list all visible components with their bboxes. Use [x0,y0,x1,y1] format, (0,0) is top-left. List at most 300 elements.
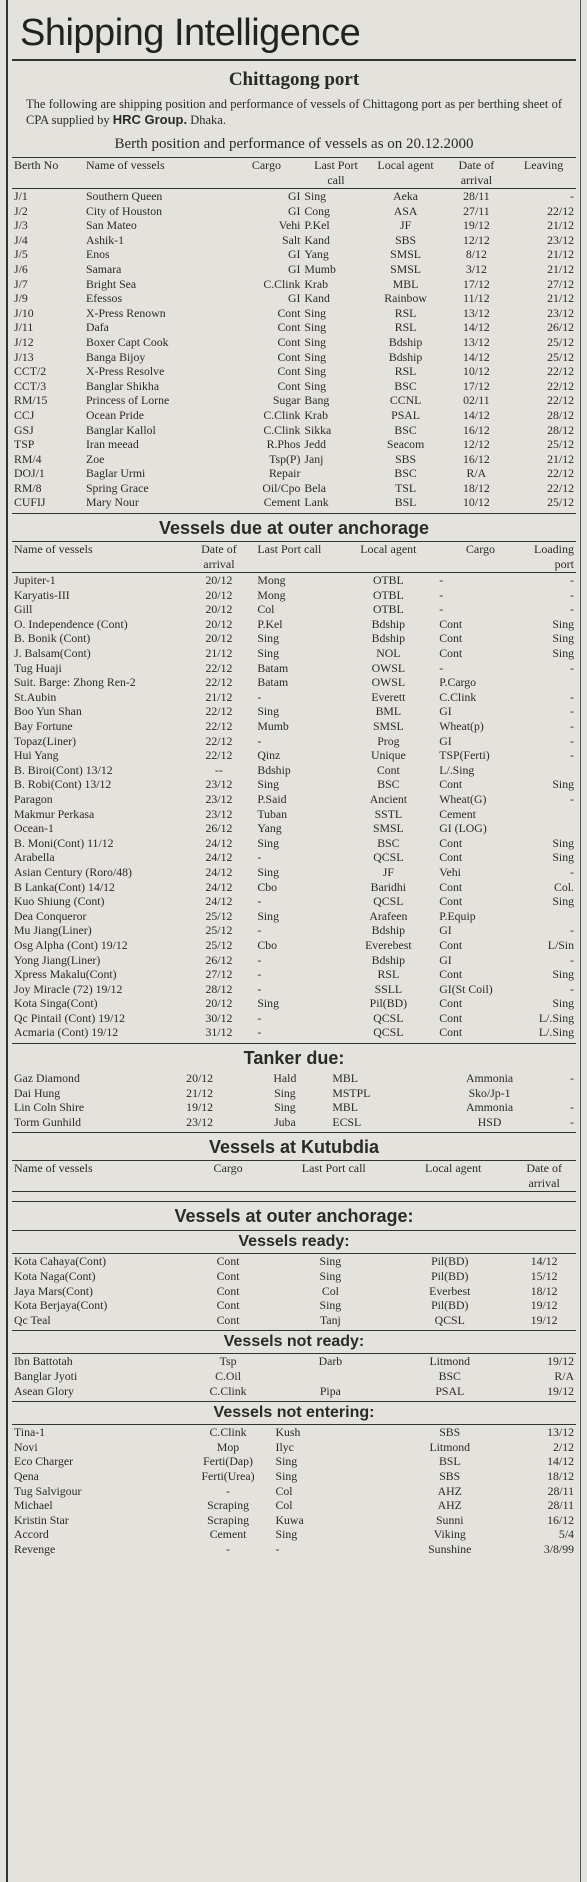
table-cell: Mu Jiang(Liner) [14,923,92,938]
table-cell: Hui Yang [14,748,59,763]
intro-city: Dhaka. [190,113,226,127]
table-cell: MBL [392,276,419,291]
table-cell: P.Cargo [439,675,477,690]
table-row [12,1369,576,1384]
table-cell: Sing [304,364,327,379]
table-cell: Cont [439,894,463,909]
table-cell: Dea Conqueror [14,908,87,923]
table-cell: Mop [216,1439,240,1454]
table-cell: Bay Fortune [14,719,73,733]
table-cell: C.Clink [209,1383,247,1398]
table-row [12,1498,576,1513]
table-cell: Cont [216,1312,240,1327]
table-cell: Cong [304,203,330,218]
table-cell: Col [275,1498,293,1513]
table-cell: SMSL [372,821,404,836]
table-cell: 22/12 [547,203,574,218]
table-row [12,262,576,277]
column-header: Local agent [425,1161,482,1176]
table-cell: 25/12 [205,908,233,923]
table-cell: Accord [14,1527,49,1542]
table-cell: 25/12 [547,334,574,349]
table-cell: Sing [552,646,574,661]
table-cell: C.Clink [263,407,301,422]
table-cell: Sing [552,850,574,865]
column-header: Local agent [377,158,434,172]
table-cell: Everbest [429,1283,471,1298]
table-cell: JF [400,218,412,233]
table-cell: Scraping [207,1498,249,1513]
table-cell: Cont [439,631,463,646]
section-divider [12,1330,576,1331]
table-cell: 23/12 [205,777,233,792]
table-cell: Sing [552,777,574,792]
table-cell: Boo Yun Shan [14,704,82,719]
table-cell: Juba [274,1114,296,1129]
table-cell: 12/12 [462,437,490,452]
table-cell: Bang [304,393,330,408]
table-cell: Sing [257,864,279,879]
table-row [12,661,576,676]
table-cell: Sing [274,1100,296,1115]
table-cell: Sing [275,1454,298,1469]
table-cell: 5/4 [558,1527,574,1542]
table-cell: Litmond [429,1354,471,1369]
table-row [12,1025,576,1040]
table-cell: Kota Cahaya(Cont) [14,1254,107,1269]
berth-caption: Berth position and performance of vessels as on 20.12.2000 [114,136,474,152]
table-cell: Enos [86,247,110,262]
column-header: Date of arrival [458,158,495,187]
table-cell: - [570,660,574,675]
table-cell: PSAL [435,1383,465,1398]
column-header: Cargo [465,542,495,557]
table-cell: Bdship [371,616,406,631]
table-cell: QCSL [373,1010,404,1025]
table-cell: Arabella [14,850,55,865]
table-cell: Viking [433,1527,466,1542]
table-cell: 21/12 [547,247,574,262]
column-header: Cargo [213,1161,243,1176]
table-row [12,364,576,379]
table-cell: Cont [439,777,463,792]
table-cell: Sing [274,1085,296,1100]
table-row [12,880,576,895]
table-cell: 20/12 [205,587,233,602]
table-row [12,423,576,438]
tanker-table-body [12,1071,576,1129]
section-divider [12,1201,576,1202]
table-cell: - [570,573,574,588]
column-header: Name of vessels [86,158,165,172]
table-cell: Cont [216,1254,240,1269]
table-cell: Sing [257,777,279,792]
table-cell: 21/12 [547,291,574,306]
kutubdia-table [12,1160,576,1192]
table-row [12,675,576,690]
table-cell: 31/12 [205,1025,233,1040]
table-cell: Gaz Diamond [14,1071,80,1086]
table-cell: Col. [554,879,574,894]
table-cell: - [570,1071,574,1086]
table-cell: 27/12 [205,967,233,982]
table-cell: 23/12 [205,806,233,821]
table-cell: Seacom [386,437,425,452]
table-cell: SBS [395,232,417,247]
table-cell: Qena [14,1468,39,1483]
table-cell: Tuban [257,806,288,821]
table-cell: - [570,952,574,967]
table-row [12,1527,576,1542]
table-cell: - [257,967,262,982]
column-header: Cargo [251,158,281,172]
table-cell: 10/12 [462,364,490,379]
table-row [12,573,576,588]
table-cell: MSTPL [332,1085,371,1100]
outer-due-title: Vessels due at outer anchorage [158,518,430,539]
not-ready-table-body [12,1354,576,1398]
table-cell: C.Clink [263,422,301,437]
table-cell: 13/12 [547,1425,574,1440]
table-cell: R.Phos [266,437,301,452]
table-cell: Hald [273,1071,297,1086]
table-cell: - [257,952,262,967]
table-cell: C.Clink [439,689,477,704]
table-cell: 14/12 [462,320,490,335]
table-cell: Sing [319,1298,342,1313]
table-cell: Cont [216,1283,240,1298]
table-cell: 19/12 [530,1298,558,1313]
table-cell: - [257,733,262,748]
table-cell: Cont [277,320,301,335]
table-cell: 16/12 [547,1512,574,1527]
kutubdia-title: Vessels at Kutubdia [208,1137,380,1158]
table-cell: X-Press Resolve [86,364,165,379]
table-cell: 30/12 [205,1010,233,1025]
table-cell: Cbo [257,937,277,952]
table-row [12,734,576,749]
table-cell: Sing [257,631,279,646]
section-divider [12,1132,576,1133]
berth-header-row [12,158,576,189]
table-row [12,588,576,603]
table-cell: Kota Naga(Cont) [14,1269,96,1284]
table-cell: TSP(Ferti) [439,748,490,763]
table-cell: Repair [268,466,301,481]
table-cell: J/13 [14,349,34,364]
table-cell: Oil/Cpo [262,480,301,495]
table-cell: Cont [216,1269,240,1284]
table-cell: - [257,1010,262,1025]
table-cell: - [257,689,262,704]
table-cell: - [226,1483,230,1498]
table-row [12,967,576,982]
table-row [12,1298,576,1313]
table-cell: Everebest [365,937,412,952]
table-cell: Kristin Star [14,1512,69,1527]
table-cell: Tsp(P) [269,451,301,466]
column-header: Berth No [14,158,59,172]
table-cell: Vehi [278,218,301,233]
table-cell: 20/12 [205,616,233,631]
table-cell: Sing [304,349,327,364]
table-cell: 21/12 [186,1085,214,1100]
table-cell: GI (LOG) [439,821,487,836]
table-cell: Sing [319,1269,342,1284]
table-cell: Sing [304,320,327,335]
table-cell: Acmaria (Cont) 19/12 [14,1025,119,1040]
table-cell: HSD [477,1114,502,1129]
table-cell: 20/12 [205,573,233,588]
table-row [12,1071,576,1086]
table-row [12,379,576,394]
table-cell: GI [287,261,301,276]
table-cell: 18/12 [530,1283,558,1298]
table-cell: L/.Sing [538,1010,574,1025]
table-cell: 20/12 [205,631,233,646]
table-cell: 14/12 [462,407,490,422]
table-row [12,938,576,953]
table-cell: RM/8 [14,480,42,495]
table-cell: - [570,602,574,617]
table-cell: 21/12 [547,261,574,276]
table-cell: Kand [304,232,330,247]
table-cell: Ocean-1 [14,821,54,836]
table-cell: Sikka [304,422,332,437]
table-cell: Torm Gunhild [14,1114,82,1129]
table-cell: Paragon [14,791,53,806]
column-header: Leaving [523,158,564,172]
table-cell: GI [439,923,452,938]
table-cell: Cont [439,879,463,894]
table-cell: 28/12 [205,981,233,996]
table-row [12,1284,576,1299]
table-cell: J/6 [14,261,28,276]
table-cell: TSL [395,480,417,495]
table-row [12,1469,576,1484]
table-cell: RSL [394,364,417,379]
not-ready-title: Vessels not ready: [223,1333,365,1351]
table-cell: - [570,1100,574,1115]
table-cell: Cont [439,850,463,865]
table-cell: Banglar Jyoti [14,1369,78,1383]
ready-table-body [12,1254,576,1327]
table-cell: Lank [304,495,329,510]
table-cell: Banglar Shikha [86,378,160,393]
table-cell [546,1086,576,1101]
table-cell: Ilyc [275,1439,294,1454]
table-row [12,836,576,851]
table-cell: Sing [304,189,327,203]
table-cell: - [570,704,574,719]
table-cell: Sing [275,1527,298,1542]
table-cell: 15/12 [530,1269,558,1284]
table-row [12,481,576,496]
table-cell: Ammonia [465,1100,514,1115]
table-cell: X-Press Renown [86,305,166,320]
table-cell: 24/12 [205,835,233,850]
table-row [12,865,576,880]
table-row [12,306,576,321]
table-cell: 26/12 [547,320,574,335]
table-cell: L/Sin [547,937,574,952]
table-cell: Jaya Mars(Cont) [14,1283,93,1298]
table-cell: BSL [394,495,417,510]
table-cell: Pil(BD) [431,1254,469,1269]
table-cell: Cont [439,967,463,982]
table-row [12,218,576,233]
table-cell: 22/12 [547,378,574,393]
table-cell: CCT/3 [14,378,47,393]
table-cell: - [257,894,262,909]
section-divider [12,1401,576,1402]
table-cell: Sing [275,1468,298,1483]
table-cell: Bdship [371,923,406,938]
table-cell: 24/12 [205,879,233,894]
table-cell: Tug Huaji [14,660,62,675]
table-row [12,909,576,924]
table-cell [524,675,576,690]
table-cell [524,807,576,822]
table-cell: L/.Sing [538,1025,574,1040]
table-cell: Col [321,1283,339,1298]
not-ready-table [12,1353,576,1398]
table-row [12,466,576,481]
table-cell: Mong [257,587,286,602]
table-cell: Suit. Barge: Zhong Ren-2 [14,675,136,690]
table-cell: 12/12 [462,232,490,247]
table-cell: SSTL [374,806,403,821]
table-cell: GI [287,189,301,203]
table-cell [524,821,576,836]
not-entering-table-body [12,1425,576,1557]
table-cell: - [257,981,262,996]
table-cell: Michael [14,1498,53,1513]
table-cell: Sing [319,1254,342,1269]
table-cell: 2/12 [553,1439,574,1454]
outer-title: Vessels at outer anchorage: [174,1206,414,1227]
table-cell: 3/12 [465,261,487,276]
table-row [12,1484,576,1499]
table-cell: Tanj [319,1312,341,1327]
table-cell [274,1369,388,1384]
table-cell: GSJ [14,422,34,437]
table-cell: 19/12 [462,218,490,233]
table-cell: 24/12 [205,894,233,909]
table-cell: Cont [439,937,463,952]
table-cell: 25/12 [547,349,574,364]
table-cell: 17/12 [462,378,490,393]
table-cell: Wheat(G) [439,791,487,806]
table-row [12,452,576,467]
table-cell: Sko/Jp-1 [468,1085,511,1100]
table-cell: OTBL [372,602,404,617]
table-cell: 28/11 [547,1498,574,1513]
table-cell: Sing [552,996,574,1011]
table-cell: QCSL [373,1025,404,1040]
table-cell: Sing [304,334,327,349]
table-cell: Efessos [86,291,123,306]
table-cell: 25/12 [205,923,233,938]
table-row [12,777,576,792]
table-cell: 14/12 [462,349,490,364]
table-cell: Mong [257,573,286,588]
column-header: Last Port call [301,1161,366,1176]
section-divider [12,1230,576,1231]
table-cell: 02/11 [463,393,490,408]
table-cell: B Lanka(Cont) 14/12 [14,879,115,894]
table-row [12,437,576,452]
table-cell: - [275,1541,280,1556]
berth-table [12,157,576,510]
table-cell: - [570,189,574,203]
table-cell: MBL [332,1100,358,1115]
table-cell: Banglar Kallol [86,422,156,437]
table-cell: Ibn Battotah [14,1354,73,1369]
table-cell: - [570,733,574,748]
table-cell: L/.Sing [439,762,475,777]
table-row [12,233,576,248]
table-row [12,1313,576,1328]
table-cell: J/4 [14,232,28,247]
table-cell: 21/12 [547,451,574,466]
berth-table-body [12,189,576,511]
table-cell: GI [439,952,452,967]
table-cell: ASA [393,203,418,218]
table-cell: Sing [552,835,574,850]
table-row [12,1513,576,1528]
table-row [12,690,576,705]
table-cell: 8/12 [465,247,487,262]
table-cell: Boxer Capt Cook [86,334,169,349]
table-cell: Ammonia [465,1071,514,1086]
table-cell: R/A [466,466,487,481]
table-row [12,1542,576,1557]
table-cell: Cont [216,1298,240,1313]
table-row [12,617,576,632]
table-cell: Unique [370,748,406,763]
table-cell: 28/12 [547,422,574,437]
table-cell: Cont [277,334,301,349]
table-cell: - [257,923,262,938]
table-row [12,646,576,661]
table-cell: - [257,1025,262,1040]
intro-paragraph [12,97,576,128]
table-cell: BML [375,704,402,719]
table-row [12,602,576,617]
table-cell: Kuo Shiung (Cont) [14,894,105,909]
table-cell: BSC [377,835,400,850]
table-cell: City of Houston [86,203,163,218]
table-cell: 17/12 [462,276,490,291]
table-cell: 13/12 [462,305,490,320]
table-cell: Qc Pintail (Cont) 19/12 [14,1010,126,1025]
table-row [12,204,576,219]
table-cell: Salt [282,232,301,247]
table-cell: 19/12 [547,1383,574,1398]
table-cell: J/11 [14,320,34,335]
table-cell: Princess of Lorne [86,393,170,408]
table-cell: MBL [332,1071,358,1086]
table-cell: Novi [14,1439,38,1454]
table-cell: AHZ [437,1483,462,1498]
table-cell: 27/12 [547,276,574,291]
table-cell: - [570,981,574,996]
table-cell: BSL [438,1454,461,1469]
table-row [12,335,576,350]
table-row [12,495,576,510]
table-cell: - [226,1541,230,1556]
